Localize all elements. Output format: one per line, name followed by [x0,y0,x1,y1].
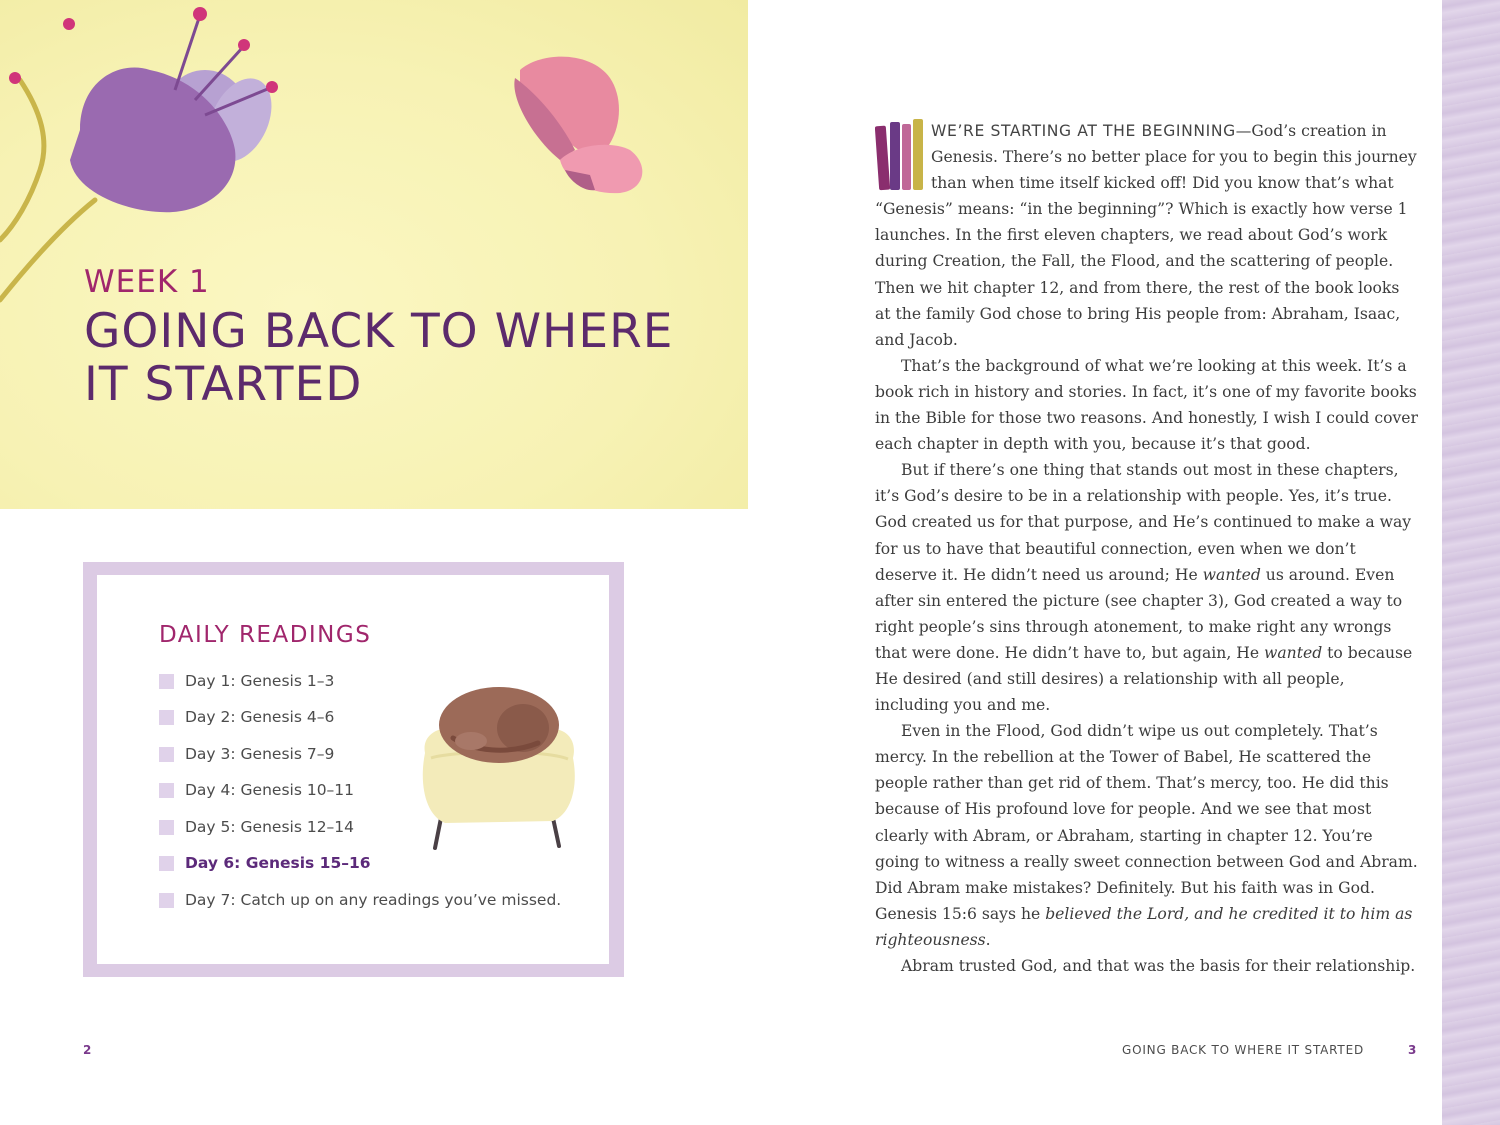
body-text [875,118,1418,979]
daily-readings-frame [83,562,624,977]
paragraph-text: Even in the Flood, God didn’t wipe us out completely. That’s mercy. In the rebellion at the Tower of Babel, He scattered the people rather than get rid of them. That’s mercy, too. He did this because of His profound love for people. And we see that most clearly with Abram, or Abraham, starting in chapter 12. You’re going to witness a really sweet connection between God and Abram. Did Abram make mistakes? Definitely. But his faith was in God. Genesis 15:6 says he [875,722,1418,923]
paragraph [875,457,1418,718]
reading-item-current [159,852,371,874]
flower-illustration [9,7,284,212]
sleeping-dog-chair-illustration [413,683,585,858]
reading-item [159,670,334,692]
page-number: 3 [1408,1043,1417,1057]
reading-item [159,743,334,765]
paragraph-text: us around. Even after sin entered the picture (see chapter 3), God created a way to right people’s sins through atonement, to make right any wrongs that were done. He didn’t have to, but again, He [875,565,1403,662]
running-head: GOING BACK TO WHERE IT STARTED [1122,1043,1364,1057]
week-label: WEEK 1 [84,264,210,300]
paragraph-text: —God’s creation in Genesis. There’s no better place for you to begin this journey than when time itself kicked off! Did you know that’s what “Genesis” means: “in the beginning”? Which is exactly how verse 1 launches. In the first eleven chapters, we read about God’s work during Creation, the Fall, the Flood, and the scattering of people. Then we hit chapter 12, and from there, the rest of the book looks at the family God chose to bring His people from: Abraham, Isaac, and Jacob. [875,122,1417,349]
emphasis: wanted [1264,643,1323,662]
reading-item [159,889,561,911]
daily-readings-card [97,575,609,964]
paragraph [875,953,1418,979]
reading-item [159,706,334,728]
hero-illustration [0,0,748,509]
flower-stem-icon [0,80,95,300]
reading-label: Day 2: Genesis 4–6 [185,708,335,726]
reading-label: Day 3: Genesis 7–9 [185,745,335,763]
butterfly-illustration [514,57,642,194]
reading-item [159,779,354,801]
paragraph [875,353,1418,457]
reading-label: Day 5: Genesis 12–14 [185,818,355,836]
checkbox[interactable] [159,747,174,762]
paragraph [875,718,1418,953]
reading-label: Day 6: Genesis 15–16 [185,854,371,872]
checkbox[interactable] [159,783,174,798]
checkbox[interactable] [159,820,174,835]
paragraph-text: to because He desired (and still desires) a relationship with all people, including you and me. [875,643,1413,715]
reading-label: Day 4: Genesis 10–11 [185,781,355,799]
reading-label: Day 1: Genesis 1–3 [185,672,335,690]
checkbox[interactable] [159,856,174,871]
page-edge-decoration [1442,0,1500,1125]
page-number: 2 [83,1043,92,1057]
daily-readings-title: DAILY READINGS [159,622,372,648]
emphasis: wanted [1202,565,1261,584]
lead-in-caps: WE’RE STARTING AT THE BEGINNING [931,122,1236,140]
paragraph-text: That’s the background of what we’re looking at this week. It’s a book rich in history and stories. In fact, it’s one of my favorite books in the Bible for those two reasons. And honestly, I wish I could cover each chapter in depth with you, because it’s that good. [875,356,1418,454]
checkbox[interactable] [159,674,174,689]
scripture-quote: believed the Lord, and he credited it to him as righteousness [875,904,1413,949]
reading-item [159,816,354,838]
checkbox[interactable] [159,710,174,725]
hero-banner [0,0,748,509]
week-title: GOING BACK TO WHERE IT STARTED [84,304,674,412]
paragraph-text: But if there’s one thing that stands out most in these chapters, it’s God’s desire to be in a relationship with people. Yes, it’s true. God created us for that purpose, and He’s continued to make a way for us to have that beautiful connection, even when we don’t deserve it. He didn’t need us around; He [875,461,1412,584]
paragraph-text: . [985,930,991,949]
right-page [750,0,1500,1125]
reading-label: Day 7: Catch up on any readings you’ve missed. [185,891,562,909]
paragraph-text: Abram trusted God, and that was the basis for their relationship. [901,957,1416,975]
paragraph [875,118,1418,353]
checkbox[interactable] [159,893,174,908]
